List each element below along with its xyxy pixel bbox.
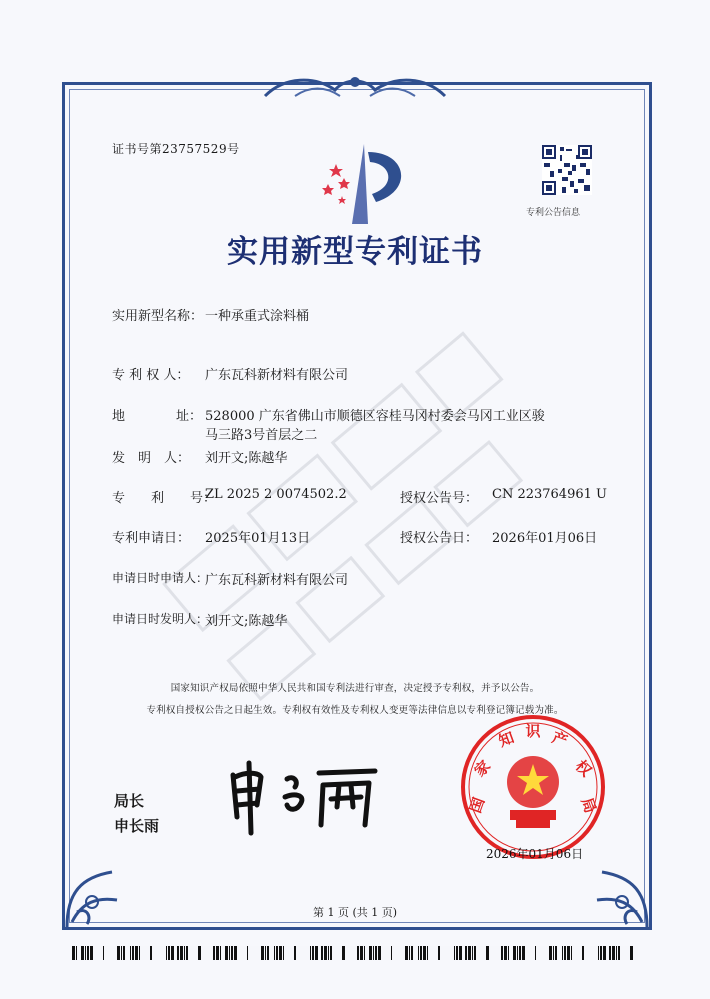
grant-number-value: CN 223764961 U [492, 487, 607, 502]
barcode-bar [567, 946, 570, 960]
barcode-bar [85, 946, 86, 960]
barcode-bar [423, 946, 426, 960]
barcode-bar [72, 946, 75, 960]
utility-model-name-value: 一种承重式涂料桶 [205, 309, 310, 324]
grant-number-label: 授权公告号： [400, 491, 479, 506]
barcode-bar [328, 946, 329, 960]
page-title: 实用新型专利证书 [227, 234, 483, 270]
barcode-bar [501, 946, 503, 960]
barcode-bar [342, 946, 345, 960]
barcode-bar [364, 946, 365, 960]
barcode-bar [117, 946, 120, 960]
barcode-bar [609, 946, 611, 960]
barcode-bar [564, 946, 566, 960]
barcode-bar [553, 946, 554, 960]
barcode-bar [135, 946, 138, 960]
barcode-bar [121, 946, 122, 960]
barcode-bar [630, 946, 633, 960]
qr-label: 专利公告信息 [526, 208, 581, 218]
barcode-bar [438, 946, 440, 960]
svg-text:国: 国 [466, 795, 489, 816]
barcode-bar [369, 946, 372, 960]
address-label-char: 地 [112, 409, 126, 424]
grant-date-value: 2026年01月06日 [492, 531, 598, 546]
barcode-bar [504, 946, 507, 960]
barcode-bar [571, 946, 572, 960]
grant-date-label: 授权公告日： [400, 531, 479, 546]
qr-code-icon[interactable] [542, 145, 592, 195]
notice-line-2: 专利权自授权公告之日起生效。专利权有效性及专利权人变更等法律信息以专利登记簿记载为准。 [146, 705, 564, 716]
filing-date-value: 2025年01月13日 [205, 531, 311, 546]
barcode-bar [283, 946, 284, 960]
applicant-at-filing-value: 广东瓦科新材料有限公司 [205, 573, 349, 588]
svg-text:知: 知 [496, 728, 517, 751]
barcode-bar [517, 946, 518, 960]
barcode-bar [375, 946, 377, 960]
barcode-bar [234, 946, 237, 960]
corner-ornament-right-icon [582, 862, 652, 932]
barcode-bar [294, 946, 296, 960]
barcode-bar [267, 946, 269, 960]
svg-text:家: 家 [470, 756, 495, 781]
barcode-bar [247, 946, 248, 960]
barcode-bar [459, 946, 462, 960]
barcode-bar [456, 946, 458, 960]
barcode-bar [618, 946, 620, 960]
barcode-bar [519, 946, 521, 960]
notice-line-1: 国家知识产权局依照中华人民共和国专利法进行审查，决定授予专利权，并予以公告。 [170, 683, 540, 694]
director-name: 申长雨 [114, 817, 160, 835]
barcode-bar [279, 946, 282, 960]
barcode-bar [357, 946, 359, 960]
barcode-bar [123, 946, 125, 960]
barcode-bar [562, 946, 563, 960]
barcode-bar [103, 946, 104, 960]
barcode-bar [76, 946, 77, 960]
barcode-bar [229, 946, 230, 960]
barcode-bar [454, 946, 455, 960]
barcode-bar [315, 946, 318, 960]
inventor-label: 发 明 人： [112, 451, 191, 466]
barcode-bar [468, 946, 471, 960]
director-title: 局长 [114, 792, 145, 810]
barcode-bar [405, 946, 408, 960]
svg-text:权: 权 [571, 756, 596, 781]
patentee-value: 广东瓦科新材料有限公司 [205, 368, 349, 383]
barcode-bar [373, 946, 374, 960]
barcode-bar [427, 946, 428, 960]
barcode-bar [132, 946, 134, 960]
barcode-bar [130, 946, 131, 960]
corner-ornament-left-icon [62, 862, 132, 932]
barcode-bar [150, 946, 152, 960]
barcode-bar [603, 946, 606, 960]
barcode-bar [198, 946, 201, 960]
inventor-at-filing-label: 申请日时发明人： [112, 612, 209, 626]
official-seal-icon [458, 712, 608, 862]
barcode-bar [582, 946, 584, 960]
barcode-bar [166, 946, 167, 960]
patent-number-label: 专 利 号： [112, 491, 217, 506]
barcode-icon [72, 946, 638, 960]
barcode-bar [600, 946, 602, 960]
top-ornament-icon [255, 70, 455, 104]
applicant-at-filing-label: 申请日时申请人： [112, 571, 209, 585]
barcode-bar [225, 946, 228, 960]
barcode-bar [612, 946, 615, 960]
barcode-bar [598, 946, 599, 960]
barcode-bar [321, 946, 323, 960]
seal-date: 2026年01月06日 [486, 847, 584, 861]
barcode-bar [508, 946, 509, 960]
signature-icon [215, 755, 390, 840]
barcode-bar [274, 946, 275, 960]
barcode-bar [276, 946, 278, 960]
barcode-bar [220, 946, 221, 960]
barcode-bar [555, 946, 557, 960]
page-number: 第 1 页 (共 1 页) [312, 906, 398, 919]
inventor-value: 刘开文;陈越华 [205, 451, 288, 466]
barcode-bar [549, 946, 552, 960]
utility-model-name-label: 实用新型名称： [112, 309, 204, 324]
svg-text:识: 识 [525, 722, 541, 740]
barcode-bar [87, 946, 89, 960]
barcode-bar [310, 946, 311, 960]
barcode-bar [171, 946, 174, 960]
barcode-bar [261, 946, 264, 960]
address-line-2: 马三路3号首层之二 [205, 428, 318, 443]
svg-text:局: 局 [577, 795, 600, 816]
patent-office-logo-icon [312, 140, 422, 226]
barcode-bar [474, 946, 476, 960]
barcode-bar [409, 946, 410, 960]
barcode-bar [180, 946, 183, 960]
barcode-bar [216, 946, 219, 960]
barcode-bar [418, 946, 419, 960]
barcode-bar [90, 946, 93, 960]
barcode-bar [168, 946, 170, 960]
barcode-bar [81, 946, 84, 960]
svg-text:产: 产 [549, 728, 570, 751]
inventor-at-filing-value: 刘开文;陈越华 [205, 614, 288, 629]
barcode-bar [420, 946, 422, 960]
address-line-1: 528000 广东省佛山市顺德区容桂马冈村委会马冈工业区骏 [205, 409, 545, 424]
barcode-bar [324, 946, 327, 960]
barcode-bar [535, 946, 536, 960]
barcode-bar [378, 946, 381, 960]
barcode-bar [513, 946, 516, 960]
certificate-number: 证书号第23757529号 [112, 142, 240, 156]
barcode-bar [522, 946, 525, 960]
barcode-bar [330, 946, 332, 960]
barcode-bar [231, 946, 233, 960]
barcode-bar [177, 946, 179, 960]
barcode-bar [391, 946, 392, 960]
barcode-bar [486, 946, 489, 960]
address-label-suffix: 址： [176, 409, 203, 424]
barcode-bar [472, 946, 473, 960]
patentee-label: 专 利 权 人： [112, 368, 190, 383]
barcode-bar [360, 946, 363, 960]
barcode-bar [411, 946, 413, 960]
barcode-bar [184, 946, 185, 960]
barcode-bar [312, 946, 314, 960]
patent-number-value: ZL 2025 2 0074502.2 [205, 487, 347, 502]
barcode-bar [616, 946, 617, 960]
barcode-bar [265, 946, 266, 960]
barcode-bar [186, 946, 188, 960]
filing-date-label: 专利申请日： [112, 531, 191, 546]
barcode-bar [213, 946, 215, 960]
barcode-bar [465, 946, 467, 960]
barcode-bar [139, 946, 140, 960]
